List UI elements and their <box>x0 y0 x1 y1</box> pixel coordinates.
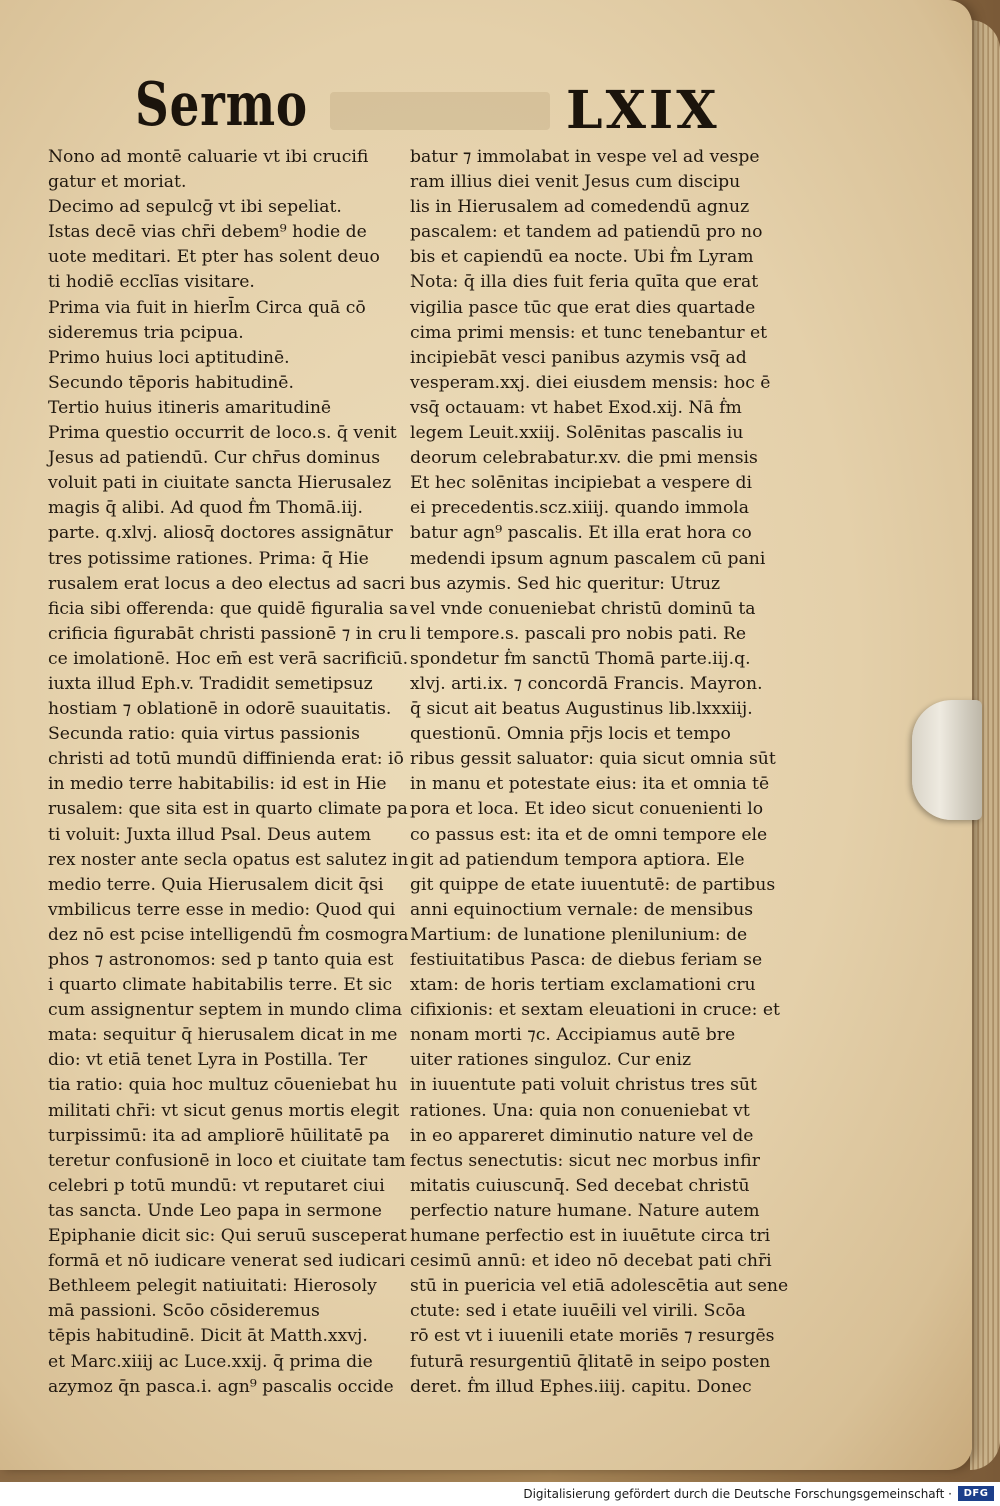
text-line: Epiphanie dicit sic: Qui seruū susceperat <box>48 1226 407 1247</box>
text-line: Secundo tēporis habitudinē. <box>48 372 294 393</box>
text-line: Bethleem pelegit natiuitati: Hierosoly <box>48 1276 377 1297</box>
text-line: tia ratio: quia hoc multuz cōueniebat hu <box>48 1075 398 1096</box>
text-line: Nono ad montē caluarie vt ibi crucifi <box>48 147 369 167</box>
text-line: Primo huius loci aptitudinē. <box>48 347 290 368</box>
text-line: hostiam ⁊ oblationē in odorē suauitatis. <box>48 699 392 720</box>
text-line: Jesus ad patiendū. Cur chr̄us dominus <box>48 448 381 469</box>
text-line: ti hodiē ecclīas visitare. <box>48 272 255 293</box>
text-line: militati chr̄i: vt sicut genus mortis elegit <box>48 1100 400 1121</box>
text-line: ce imolationē. Hoc em̄ est verā sacrificiū. <box>48 648 409 669</box>
text-line: vmbilicus terre esse in medio: Quod qui <box>48 899 396 920</box>
text-line: uote meditari. Et pter has solent deuo <box>48 247 380 268</box>
footer-bar <box>0 1482 1000 1506</box>
text-line: pascalem: et tandem ad patiendū pro no <box>410 222 763 243</box>
text-line: bus azymis. Sed hic queritur: Utruz <box>410 573 721 594</box>
right-text-column <box>410 145 798 1400</box>
text-line: ficia sibi offerenda: que quidē figuralia sa <box>48 598 409 619</box>
text-line: deorum celebrabatur.xv. die pmi mensis <box>410 448 758 469</box>
text-line: nonam morti ⁊c. Accipiamus autē bre <box>410 1025 736 1046</box>
bleed-through-mark <box>330 92 550 130</box>
text-line: Istas decē vias chr̄i debem⁹ hodie de <box>48 222 367 243</box>
text-line: dio: vt etiā tenet Lyra in Postilla. Ter <box>48 1050 368 1071</box>
text-line: i quarto climate habitabilis terre. Et sic <box>48 975 393 996</box>
text-line: batur ⁊ immolabat in vespe vel ad vespe <box>410 147 760 167</box>
text-line: in eo appareret diminutio nature vel de <box>410 1125 754 1146</box>
text-line: crificia figurabāt christi passionē ⁊ in cru <box>48 623 407 644</box>
digitization-credit: Digitalisierung gefördert durch die Deutsche Forschungsgemeinschaft · <box>523 1487 952 1501</box>
text-line: git ad patiendum tempora aptiora. Ele <box>410 849 745 870</box>
text-line: voluit pati in ciuitate sancta Hierusalez <box>48 473 392 494</box>
text-line: rusalem erat locus a deo electus ad sacri <box>48 573 406 594</box>
text-line: Et hec solēnitas incipiebat a vespere di <box>410 473 753 494</box>
text-line: et Marc.xiiij ac Luce.xxij. q̄ prima die <box>48 1351 373 1372</box>
text-line: mā passioni. Scōo cōsideremus <box>48 1301 320 1322</box>
text-line: Martium: de lunatione plenilunium: de <box>410 924 748 945</box>
running-title: Sermo <box>135 70 308 140</box>
text-line: phos ⁊ astronomos: sed p tanto quia est <box>48 950 394 970</box>
text-line: li tempore.s. pascali pro nobis pati. Re <box>410 623 747 644</box>
text-line: incipiebāt vesci panibus azymis vsq̄ ad <box>410 347 747 368</box>
text-line: vesperam.xxj. diei eiusdem mensis: hoc ē <box>410 372 771 393</box>
text-line: ei precedentis.scz.xiiij. quando immola <box>410 498 750 519</box>
text-line: in manu et potestate eius: ita et omnia tē <box>410 774 770 795</box>
text-line: spondetur ḟm sanctū Thomā parte.iij.q. <box>410 648 751 669</box>
text-line: sideremus tria pcipua. <box>48 322 244 343</box>
text-line: tres potissime rationes. Prima: q̄ Hie <box>48 548 369 569</box>
text-line: ram illius diei venit Jesus cum discipu <box>410 172 741 193</box>
text-line: magis q̄ alibi. Ad quod ḟm Thomā.iij. <box>48 498 364 519</box>
text-line: iuxta illud Eph.v. Tradidit semetipsuz <box>48 673 373 694</box>
text-line: rō est vt i iuuenili etate moriēs ⁊ resurgēs <box>410 1326 775 1347</box>
text-line: futurā resurgentiū q̄litatē in seipo posten <box>410 1351 771 1372</box>
text-line: ti voluit: Juxta illud Psal. Deus autem <box>48 824 372 845</box>
text-line: vel vnde conueniebat christū dominū ta <box>410 598 756 619</box>
text-line: gatur et moriat. <box>48 172 187 193</box>
text-line: vsq̄ octauam: vt habet Exod.xij. Nā ḟm <box>410 397 742 418</box>
text-line: mata: sequitur q̄ hierusalem dicat in me <box>48 1025 398 1046</box>
dfg-logo: DFG <box>958 1486 994 1501</box>
text-line: rationes. Una: quia non conueniebat vt <box>410 1100 750 1121</box>
text-line: parte. q.xlvj. aliosq̄ doctores assignātur <box>48 523 393 544</box>
text-line: co passus est: ita et de omni tempore ele <box>410 824 768 845</box>
text-line: Prima via fuit in hierl̄m Circa quā cō <box>48 297 366 318</box>
text-line: medendi ipsum agnum pascalem cū pani <box>410 548 766 569</box>
text-line: legem Leuit.xxiij. Solēnitas pascalis iu <box>410 423 744 444</box>
text-line: tēpis habitudinē. Dicit āt Matth.xxvj. <box>48 1326 368 1347</box>
text-line: bis et capiendū ea nocte. Ubi ḟm Lyram <box>410 247 754 268</box>
text-line: batur agn⁹ pascalis. Et illa erat hora co <box>410 523 752 544</box>
text-line: turpissimū: ita ad ampliorē hūilitatē pa <box>48 1125 390 1146</box>
text-line: deret. ḟm illud Ephes.iiij. capitu. Donec <box>410 1376 752 1397</box>
text-line: azymoz q̄n pasca.i. agn⁹ pascalis occide <box>48 1376 394 1397</box>
page-clip <box>912 700 982 820</box>
text-line: tas sancta. Unde Leo papa in sermone <box>48 1200 382 1221</box>
text-line: teretur confusionē in loco et ciuitate tam <box>48 1150 406 1171</box>
text-line: formā et nō iudicare venerat sed iudicari <box>48 1251 406 1272</box>
text-line: in medio terre habitabilis: id est in Hie <box>48 774 387 795</box>
text-line: Decimo ad sepulcḡ vt ibi sepeliat. <box>48 197 342 218</box>
text-line: in iuuentute pati voluit christus tres sūt <box>410 1075 757 1096</box>
text-line: xtam: de horis tertiam exclamationi cru <box>410 975 756 996</box>
text-line: questionū. Omnia pr̄js locis et tempo <box>410 724 731 745</box>
text-line: cesimū annū: et ideo nō decebat pati chr̄i <box>410 1251 772 1272</box>
text-line: Prima questio occurrit de loco.s. q̄ venit <box>48 423 397 444</box>
text-line: humane perfectio est in iuuētute circa tri <box>410 1226 771 1247</box>
text-line: q̄ sicut ait beatus Augustinus lib.lxxxiij. <box>410 699 753 720</box>
text-line: ribus gessit saluator: quia sicut omnia sūt <box>410 749 776 770</box>
left-text-column <box>48 145 408 1400</box>
text-line: ctute: sed i etate iuuēili vel virili. Scōa <box>410 1301 746 1322</box>
text-line: cifixionis: et sextam eleuationi in cruce: et <box>410 1000 780 1021</box>
text-line: Nota: q̄ illa dies fuit feria quīta que erat <box>410 272 759 293</box>
text-line: fectus senectutis: sicut nec morbus infir <box>410 1150 760 1171</box>
folio-number: LXIX <box>566 80 720 141</box>
text-line: pora et loca. Et ideo sicut conuenienti lo <box>410 799 764 820</box>
text-line: dez nō est pcise intelligendū ḟm cosmogra <box>48 924 409 945</box>
text-line: christi ad totū mundū diffinienda erat: iō <box>48 749 404 770</box>
text-line: celebri p totū mundū: vt reputaret ciui <box>48 1175 385 1196</box>
text-line: vigilia pasce tūc que erat dies quartade <box>410 297 756 318</box>
text-line: mitatis cuiuscunq̄. Sed decebat christū <box>410 1175 750 1196</box>
text-line: lis in Hierusalem ad comedendū agnuz <box>410 197 750 218</box>
text-line: uiter rationes singuloz. Cur eniz <box>410 1050 692 1071</box>
text-line: Secunda ratio: quia virtus passionis <box>48 724 360 745</box>
text-line: cum assignentur septem in mundo clima <box>48 1000 403 1021</box>
text-line: rex noster ante secla opatus est salutez in <box>48 849 409 870</box>
text-line: perfectio nature humane. Nature autem <box>410 1200 760 1221</box>
text-line: cima primi mensis: et tunc tenebantur et <box>410 322 768 343</box>
text-line: anni equinoctium vernale: de mensibus <box>410 899 754 920</box>
text-line: Tertio huius itineris amaritudinē <box>48 397 332 418</box>
text-line: medio terre. Quia Hierusalem dicit q̄si <box>48 874 384 895</box>
text-line: git quippe de etate iuuentutē: de partibus <box>410 874 776 895</box>
text-line: xlvj. arti.ix. ⁊ concordā Francis. Mayron. <box>410 673 763 694</box>
text-line: stū in puericia vel etiā adolescētia aut sene <box>410 1276 789 1297</box>
text-line: rusalem: que sita est in quarto climate pa <box>48 799 408 820</box>
text-line: festiuitatibus Pasca: de diebus feriam se <box>410 950 763 970</box>
